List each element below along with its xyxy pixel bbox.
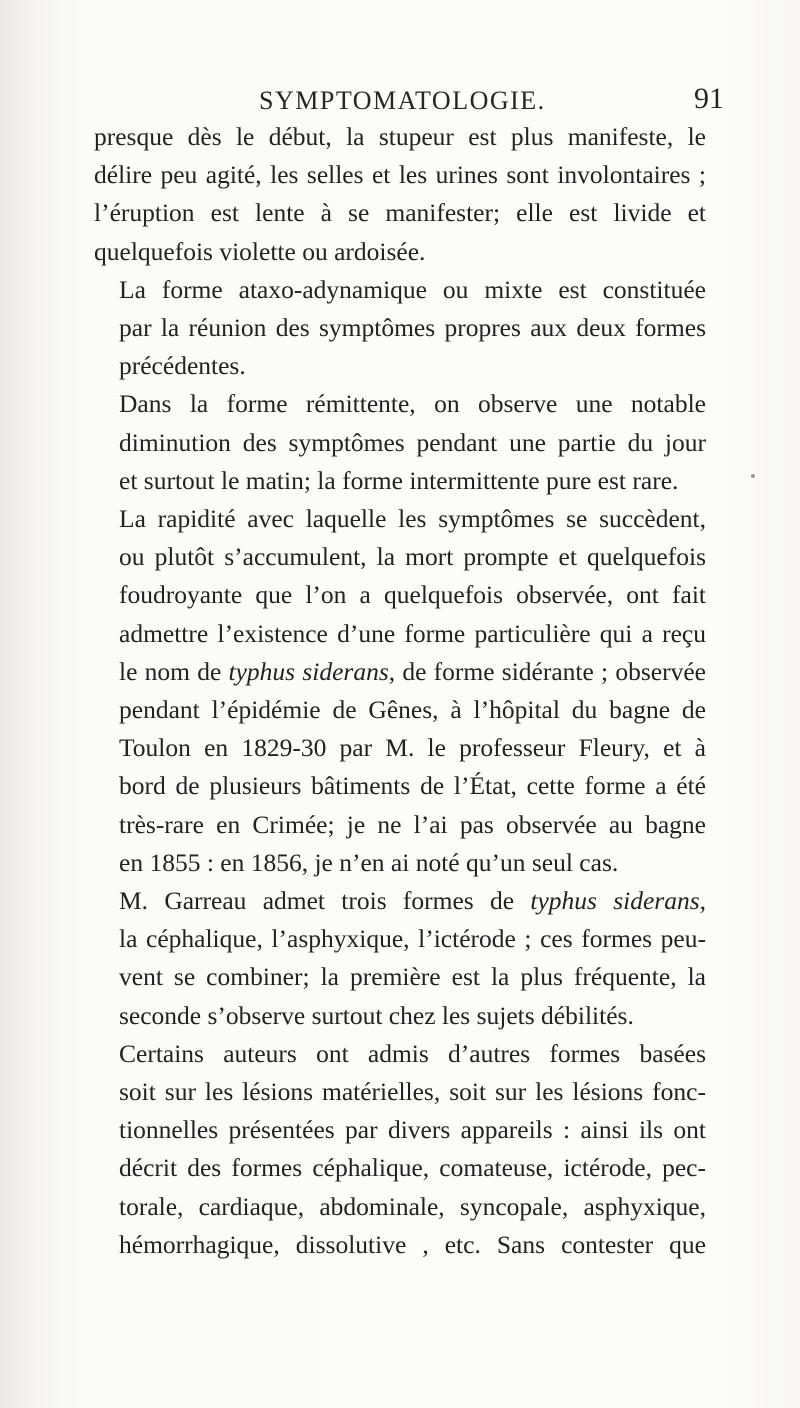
paragraph-6 [94,1035,706,1264]
text-line: précédentes. [119,351,246,381]
body-text [94,118,706,1264]
paragraph-4 [94,500,706,882]
text-line: Certains auteurs ont admis d’autres formes basées [119,1038,706,1068]
text-segment: M. Garreau admet trois formes de [119,886,531,916]
text-line: soit sur les lésions matérielles, soit sur les lésions fonc- [119,1077,706,1107]
text-line: décrit des formes céphalique, comateuse, ictérode, pec- [119,1153,706,1183]
paragraph-1 [94,118,706,271]
text-line: par la réunion des symptômes propres aux deux formes [119,313,706,343]
text-line: et surtout le matin; la forme intermittente pure est rare. [119,465,679,495]
text-line: la céphalique, l’asphyxique, l’ictérode ; ces formes peu- [119,924,706,954]
ink-speck [751,474,755,478]
text-line: Dans la forme rémittente, on observe une notable [119,389,706,419]
text-line: ou plutôt s’accumulent, la mort prompte et quelquefois [119,542,706,572]
text-line: tionnelles présentées par divers appareils : ainsi ils ont [119,1115,706,1145]
text-line: presque dès le début, la stupeur est plus manifeste, le [94,122,706,151]
text-line: admettre l’existence d’une forme particulière qui a reçu [119,618,706,648]
paragraph-5 [94,882,706,1035]
text-line: quelquefois violette ou ardoisée. [94,236,426,266]
text-line: seconde s’observe surtout chez les sujets débilités. [119,1000,634,1030]
text-line: diminution des symptômes pendant une partie du jour [119,427,706,457]
text-line: bord de plusieurs bâtiments de l’État, cette forme a été [119,771,706,801]
italic-term: typhus siderans [228,656,389,686]
text-line: Toulon en 1829-30 par M. le professeur Fleury, et à [119,733,706,763]
text-line: foudroyante que l’on a quelquefois observée, ont fait [119,580,706,610]
text-line: l’éruption est lente à se manifester; elle est livide et [94,198,706,228]
italic-term: typhus siderans [530,886,700,916]
text-segment: , de forme sidérante ; observée [388,656,706,686]
text-segment: le nom de [119,656,229,686]
page-number: 91 [694,82,724,115]
text-line: pendant l’épidémie de Gênes, à l’hôpital du bagne de [119,695,706,725]
text-line: délire peu agité, les selles et les urines sont involontaires ; [94,160,706,190]
text-line [94,653,706,691]
text-line: vent se combiner; la première est la plus fréquente, la [119,962,706,992]
text-line: très-rare en Crimée; je ne l’ai pas observée au bagne [119,809,706,839]
paragraph-3 [94,385,706,500]
page-header [0,78,800,118]
text-line: hémorrhagique, dissolutive , etc. Sans contester que [119,1229,706,1259]
text-line [94,882,706,920]
text-line: en 1855 : en 1856, je n’en ai noté qu’un seul cas. [119,847,619,877]
paragraph-2 [94,271,706,386]
text-line: La forme ataxo-adynamique ou mixte est constituée [119,274,706,304]
running-title: SYMPTOMATOLOGIE. [259,86,546,115]
text-segment: , [699,886,707,916]
text-line: La rapidité avec laquelle les symptômes se succèdent, [119,504,706,534]
text-line: torale, cardiaque, abdominale, syncopale, asphyxique, [119,1191,706,1221]
